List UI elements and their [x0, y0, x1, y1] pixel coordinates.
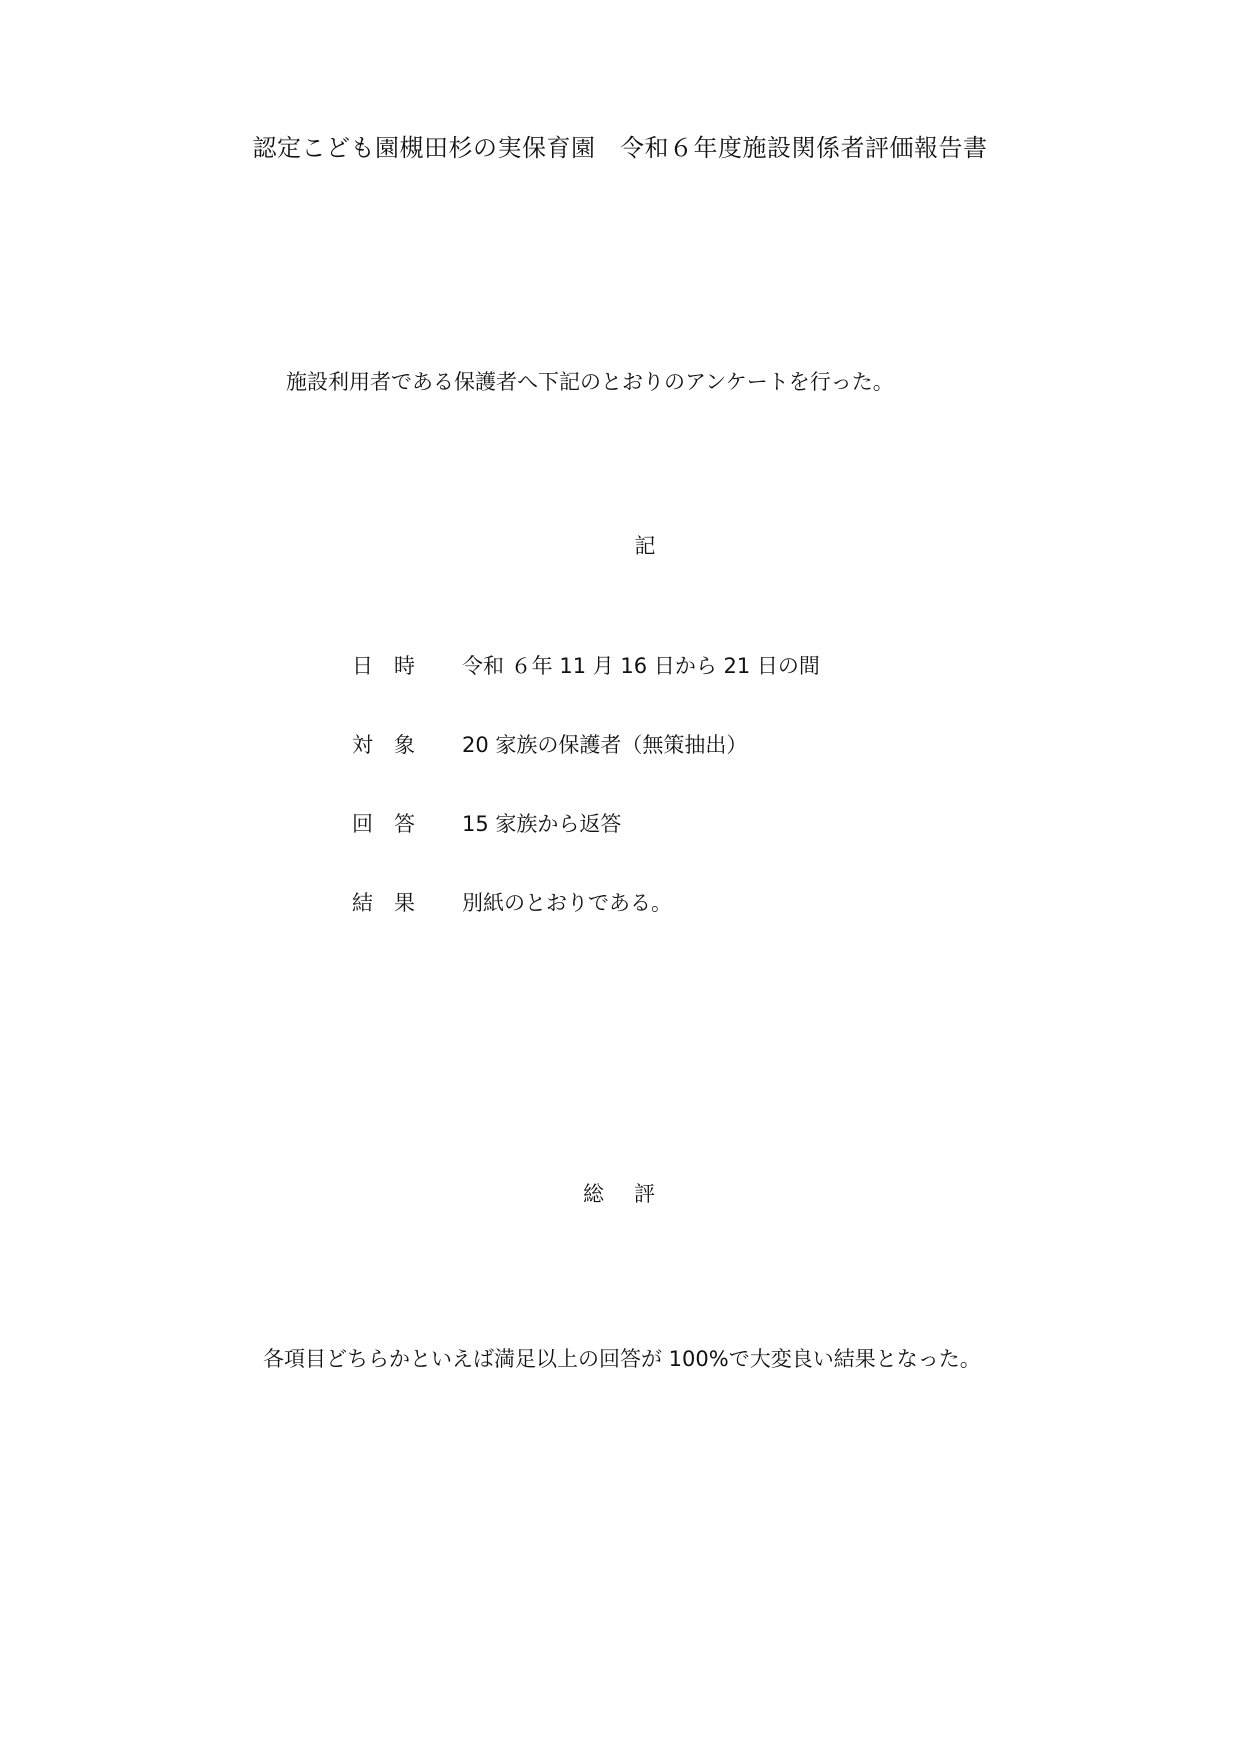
summary-text: 各項目どちらかといえば満足以上の回答が 100%で大変良い結果となった。 — [263, 1347, 981, 1371]
detail-value-response: 15 家族から返答 — [462, 812, 622, 836]
detail-row-response — [352, 808, 621, 838]
intro-text: 施設利用者である保護者へ下記のとおりのアンケートを行った。 — [286, 370, 894, 394]
detail-row-result — [352, 887, 672, 917]
detail-label-datetime: 日 時 — [352, 654, 415, 678]
document-title: 認定こども園槻田杉の実保育園 令和６年度施設関係者評価報告書 — [252, 134, 988, 162]
detail-label-target: 対 象 — [352, 733, 415, 757]
detail-label-response: 回 答 — [352, 812, 415, 836]
summary-heading: 総評 — [583, 1182, 685, 1206]
detail-row-target — [352, 729, 747, 759]
detail-value-datetime: 令和 ６年 11 月 16 日から 21 日の間 — [462, 654, 820, 678]
detail-value-result: 別紙のとおりである。 — [462, 891, 672, 915]
detail-value-target: 20 家族の保護者（無策抽出） — [462, 733, 748, 757]
ki-heading: 記 — [634, 534, 656, 558]
detail-label-result: 結 果 — [352, 891, 415, 915]
detail-row-datetime — [352, 650, 820, 680]
